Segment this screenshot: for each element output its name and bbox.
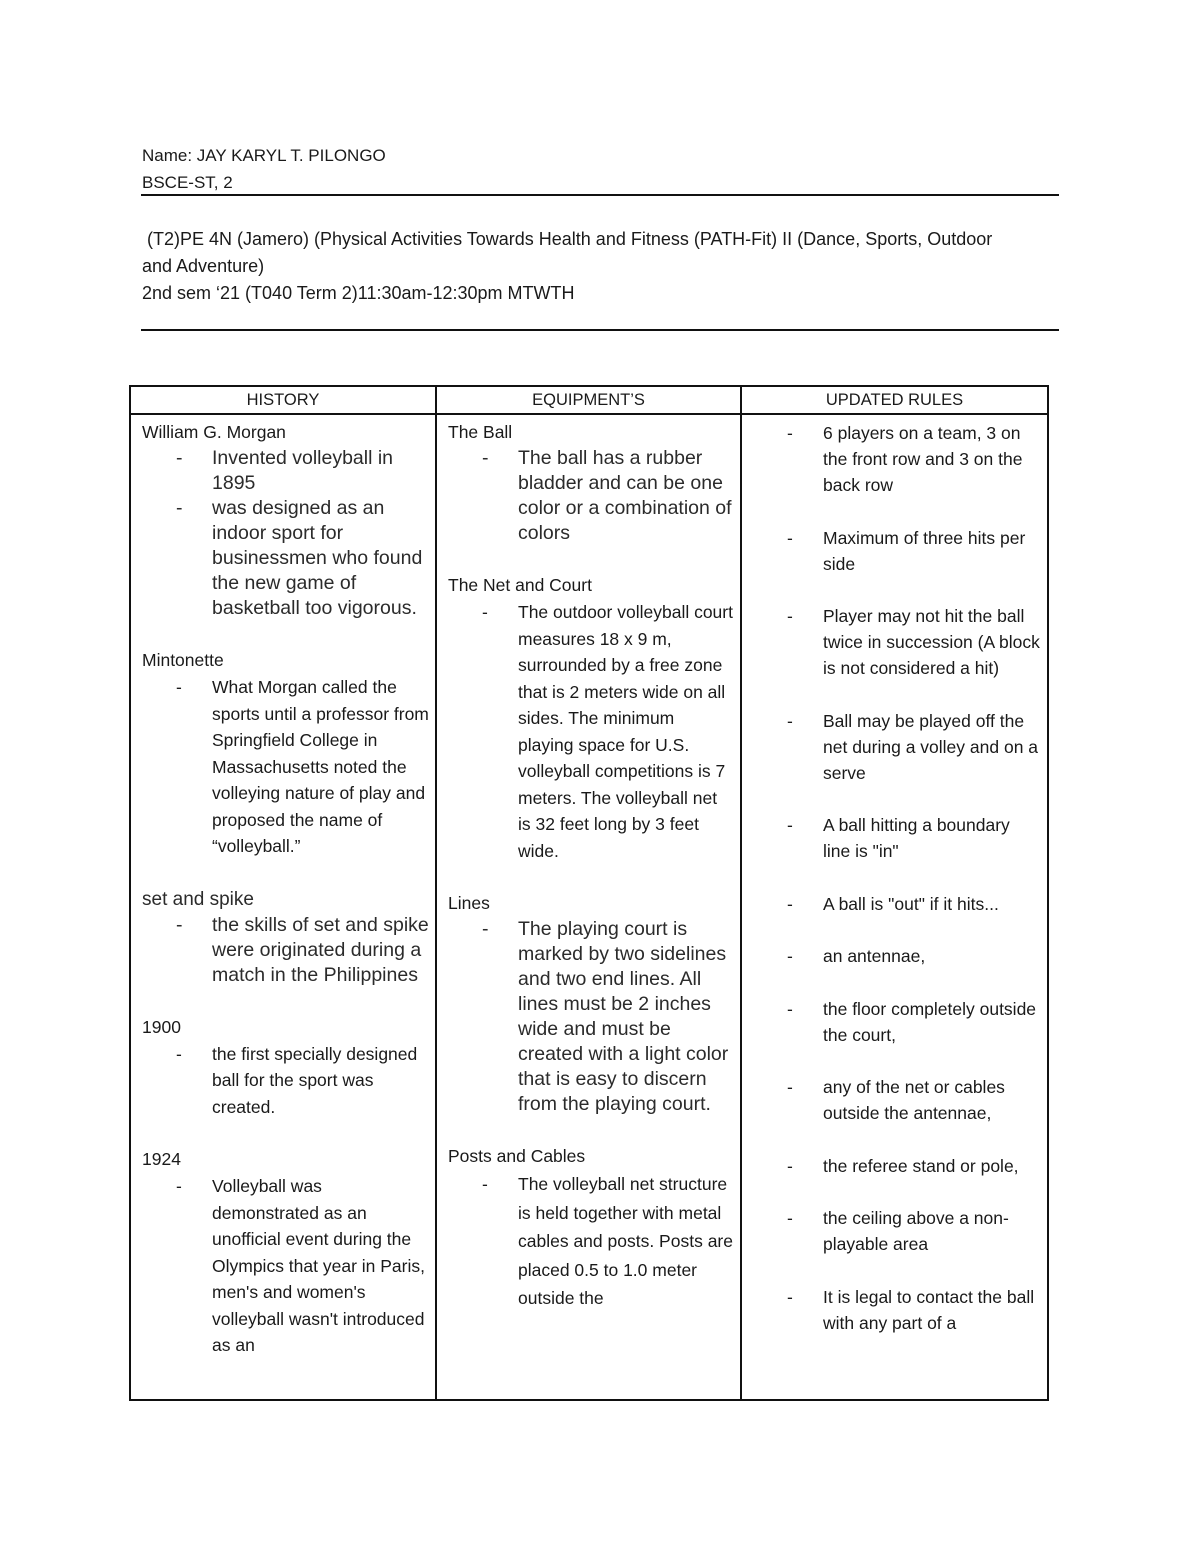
dash-icon: - [787,1286,793,1307]
list-item: - The outdoor volleyball court measures 18 x 9 m, surrounded by a free zone that is 2 meters wide on all sides. The minimum playing space for U.S. volleyball competitions is 7 meters. The volleyball net is 32 feet long by 3 feet wide. [518,599,734,864]
dash-icon: - [176,1043,182,1064]
dash-icon: - [176,677,182,697]
dash-icon: - [176,447,183,469]
list-item: - the skills of set and spike were originated during a match in the Philippines [176,913,429,986]
history-1924-title: 1924 [142,1149,181,1169]
list-item: - Ball may be played off the net during a volley and on a serve [823,708,1041,786]
dash-icon: - [787,606,793,626]
dash-icon: - [787,1155,793,1176]
history-cell [130,414,436,1400]
course-schedule: 2nd sem ‘21 (T040 Term 2)11:30am-12:30pm MTWTH [142,283,575,303]
dash-icon: - [787,423,793,443]
dash-icon: - [482,1174,488,1194]
history-setspike-title: set and spike [142,888,254,910]
list-item: - It is legal to contact the ball with any part of a [823,1284,1041,1336]
course-title-line-1: (T2)PE 4N (Jamero) (Physical Activities Towards Health and Fitness (PATH-Fit) II (Dance, Sports, Outdoor [142,229,993,249]
list-item: - Invented volleyball in 1895 [176,447,394,494]
equipment-ball-title: The Ball [448,422,513,442]
dash-icon: - [787,1077,793,1097]
equipment-posts-title: Posts and Cables [448,1146,586,1166]
equipment-lines-title: Lines [448,893,490,913]
dash-icon: - [482,447,489,469]
list-item: - 6 players on a team, 3 on the front row and 3 on the back row [823,420,1041,498]
dash-icon: - [787,815,793,835]
list-item: - A ball hitting a boundary line is "in" [823,812,1041,864]
volleyball-table [129,385,1049,1401]
dash-icon: - [787,710,793,731]
dash-icon: - [787,527,793,548]
course-title-line-2: and Adventure) [142,256,265,276]
list-item: - The ball has a rubber bladder and can be one color or a combination of colors [482,447,732,544]
history-mintonette-title: Mintonette [142,650,224,670]
list-item: - the floor completely outside the court, [823,996,1041,1048]
history-morgan-title: William G. Morgan [142,422,286,442]
list-item: - the ceiling above a non-playable area [823,1205,1041,1257]
list-item: - Volleyball was demonstrated as an unofficial event during the Olympics that year in Paris, men's and women's volleyball wasn't introduced as an [212,1173,429,1359]
list-item: - The playing court is marked by two sidelines and two end lines. All lines must be 2 inches wide and must be created with a light color that is easy to discern from the playing court. [482,918,729,1115]
equipment-net-title: The Net and Court [448,575,592,595]
list-item: - any of the net or cables outside the antennae, [823,1074,1041,1126]
header-rules: UPDATED RULES [741,386,1048,414]
dash-icon: - [787,946,793,966]
dash-icon: - [787,893,793,914]
list-item: - Maximum of three hits per side [823,525,1041,577]
header-equipment: EQUIPMENT’S [436,386,741,414]
equipment-cell [436,414,741,1400]
history-1900-title: 1900 [142,1016,181,1037]
dash-icon: - [787,1208,793,1228]
list-item: - Player may not hit the ball twice in succession (A block is not considered a hit) [823,603,1041,681]
rules-list [753,420,1041,1336]
student-name: Name: JAY KARYL T. PILONGO [142,146,386,165]
dash-icon: - [787,998,793,1019]
list-item: - the referee stand or pole, [823,1153,1041,1179]
rules-cell [741,414,1048,1400]
course-info [142,226,1054,307]
list-item: - an antennae, [823,943,1041,969]
student-section: BSCE-ST, 2 [142,173,233,192]
dash-icon: - [176,1176,182,1196]
divider-top [141,194,1059,196]
dash-icon: - [176,497,183,519]
dash-icon: - [482,602,488,622]
list-item: - The volleyball net structure is held together with metal cables and posts. Posts are placed 0.5 to 1.0 meter outside the [518,1170,734,1313]
list-item: - the first specially designed ball for the sport was created. [212,1041,429,1121]
list-item: - What Morgan called the sports until a professor from Springfield College in Massachusetts noted the volleying nature of play and proposed the name of “volleyball.” [212,674,429,860]
list-item: - was designed as an indoor sport for businessmen who found the new game of basketball too vigorous. [176,497,423,619]
divider-bottom [141,329,1059,331]
header-history: HISTORY [130,386,436,414]
dash-icon: - [482,918,489,940]
list-item: - A ball is "out" if it hits... [823,891,1041,917]
dash-icon: - [176,913,183,936]
